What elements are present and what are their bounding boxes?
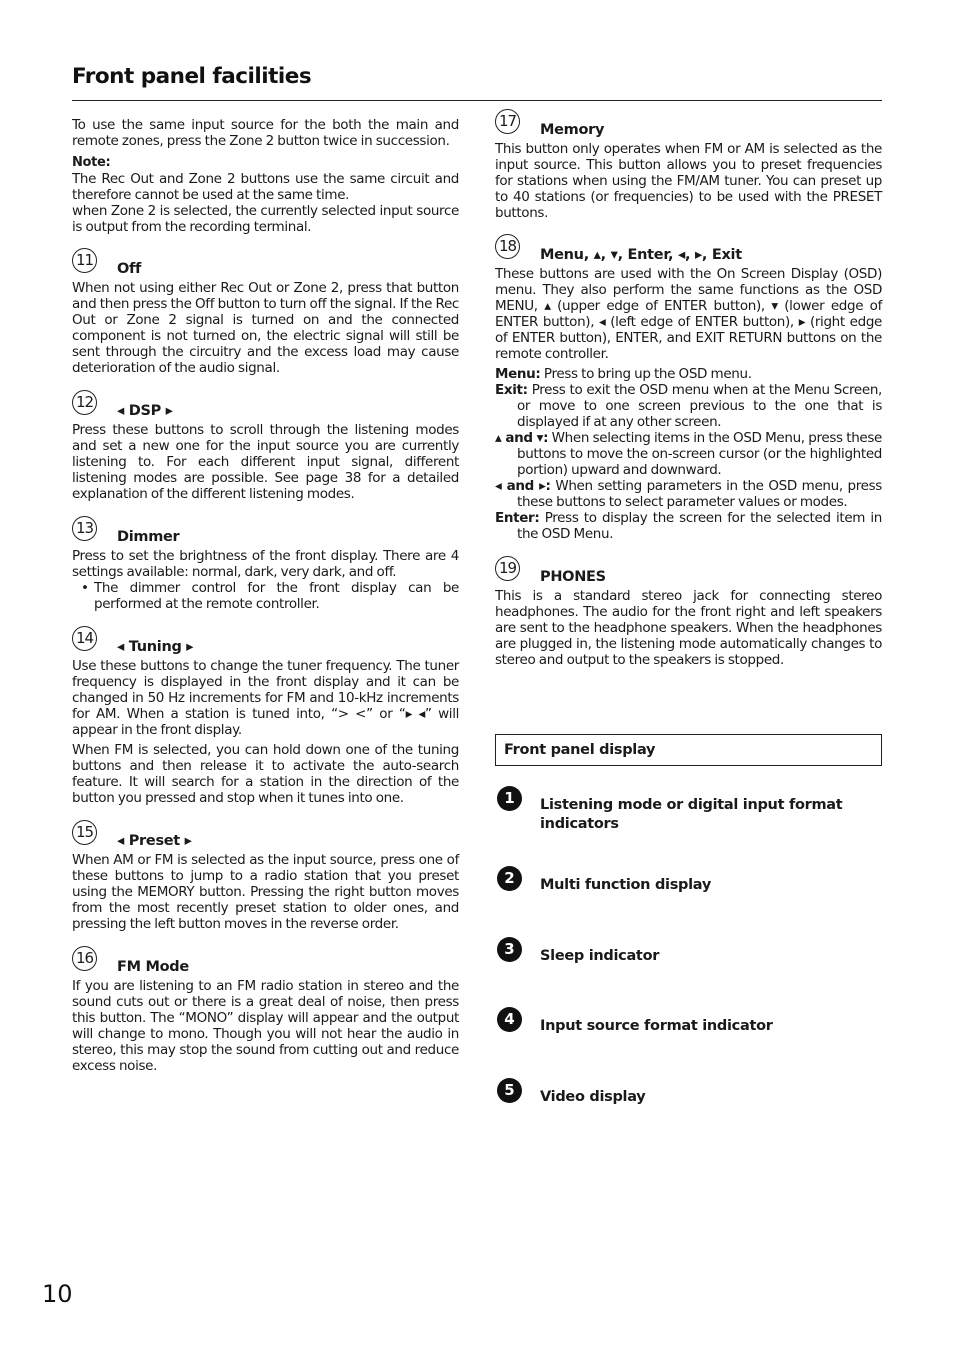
number-1-icon: 1 [497,786,522,811]
section-text: This button only operates when FM or AM is selected as the input source. This button allows you to preset frequencies for stations when using the FM/AM tuner. You can preset up to 40 stations (or frequencies) to be used with the PRESET buttons. [495,141,882,221]
page-number: 10 [42,1280,73,1308]
section-preset [72,815,459,932]
section-title: ◂ Tuning ▸ [117,639,194,655]
number-18-icon: 18 [495,234,520,259]
right-column [495,104,882,668]
section-text: Press to set the brightness of the front display. There are 4 settings available: normal, dark, very dark, and off. [72,548,459,580]
section-tuning [72,621,459,806]
number-19-icon: 19 [495,556,520,581]
number-14-icon: 14 [72,626,97,651]
display-item-label: Sleep indicator [540,948,660,964]
section-off [72,243,459,376]
section-title: Menu, ▴, ▾, Enter, ◂, ▸, Exit [540,247,742,263]
definition-exit: Exit: Press to exit the OSD menu when at the Menu Screen, or move to one screen previous to the one that is displayed if at any other screen. [495,382,882,430]
display-item-label: Video display [540,1089,646,1105]
bullet-icon: • [81,580,89,596]
section-dimmer [72,511,459,612]
left-column [72,117,459,1074]
section-menu [495,229,882,542]
display-item-label: Listening mode or digital input format indicators [540,797,843,832]
section-phones [495,551,882,668]
definition-menu: Menu: Press to bring up the OSD menu. [495,366,752,382]
section-text: These buttons are used with the On Screen Display (OSD) menu. They also perform the same functions as the OSD MENU, ▴ (upper edge of ENTER button), ▾ (lower edge of ENTER button), ◂ (left edge of ENTER button), ▸ (right edge of ENTER button), ENTER, and EXIT RETURN buttons on the remote controller. [495,266,882,362]
note-text-1: The Rec Out and Zone 2 buttons use the same circuit and therefore cannot be used at the same time. [72,171,459,203]
page-title: Front panel facilities [72,64,312,89]
number-3-icon: 3 [497,937,522,962]
number-15-icon: 15 [72,820,97,845]
definition-left-right: ◂ and ▸: When setting parameters in the OSD menu, press these buttons to select parameter values or modes. [495,478,882,510]
display-item [497,1007,860,1036]
display-item [497,937,860,966]
section-text: If you are listening to an FM radio station in stereo and the sound cuts out or there is a great deal of noise, then press this button. The “MONO” display will appear and the output will change to mono. Though you will not hear the audio in stereo, this may stop the sound from cutting out and reduce excess noise. [72,978,459,1074]
display-item-label: Input source format indicator [540,1018,773,1034]
section-title: ◂ DSP ▸ [117,403,173,419]
number-16-icon: 16 [72,946,97,971]
number-11-icon: 11 [72,248,97,273]
number-4-icon: 4 [497,1007,522,1032]
section-title: PHONES [540,569,606,585]
section-text: This is a standard stereo jack for connecting stereo headphones. The audio for the front right and left speakers are sent to the headphone speakers. When the headphones are plugged in, the listening mode automatically changes to stereo and output to the speakers is stopped. [495,588,882,668]
section-text-2: When FM is selected, you can hold down one of the tuning buttons and then release it to activate the auto-search feature. It will search for a station in the direction of the button you pressed and stop when it tunes into one. [72,742,459,806]
section-title: Memory [540,122,605,138]
bullet-item: • The dimmer control for the front display can be performed at the remote controller. [81,580,459,612]
definition-enter: Enter: Press to display the screen for the selected item in the OSD Menu. [495,510,882,542]
section-title: Off [117,261,142,277]
section-title: Dimmer [117,529,180,545]
section-title: ◂ Preset ▸ [117,833,192,849]
section-fm-mode [72,941,459,1074]
section-text: Use these buttons to change the tuner frequency. The tuner frequency is displayed in the front display and it can be changed in 50 Hz increments for FM and 10-kHz increments for AM. When a station is tuned into, “> <” or “▸ ◂” will appear in the front display. [72,658,459,738]
number-12-icon: 12 [72,390,97,415]
number-17-icon: 17 [495,109,520,134]
definition-up-down: ▴ and ▾: When selecting items in the OSD Menu, press these buttons to move the on-screen cursor (or the highlighted portion) upward and downward. [495,430,882,478]
number-13-icon: 13 [72,516,97,541]
front-panel-display-heading: Front panel display [495,734,882,766]
number-2-icon: 2 [497,866,522,891]
display-item [497,1078,860,1107]
display-item [497,866,860,895]
section-memory [495,104,882,221]
title-rule [72,100,882,101]
number-5-icon: 5 [497,1078,522,1103]
section-text: Press these buttons to scroll through the listening modes and set a new one for the input source you are currently listening to. For each different input signal, different listening modes are possible. See page 38 for a detailed explanation of the different listening modes. [72,422,459,502]
note-label: Note: [72,155,111,170]
section-dsp [72,385,459,502]
section-text: When not using either Rec Out or Zone 2, press that button and then press the Off button to turn off the signal. If the Rec Out or Zone 2 signal is turned on and the connected component is not turned on, the electric signal will still be sent through the circuitry and the excess load may cause deterioration of the audio signal. [72,280,459,376]
section-text: When AM or FM is selected as the input source, press one of these buttons to jump to a radio station that you preset using the MEMORY button. Pressing the right button moves from the most recently preset station to older ones, and pressing the left button moves in the reverse order. [72,852,459,932]
display-item [497,786,860,834]
note-text-2: when Zone 2 is selected, the currently selected input source is output from the recording terminal. [72,203,459,235]
intro-paragraph: To use the same input source for the both the main and remote zones, press the Zone 2 button twice in succession. [72,117,459,149]
section-title: FM Mode [117,959,189,975]
display-item-label: Multi function display [540,877,711,893]
